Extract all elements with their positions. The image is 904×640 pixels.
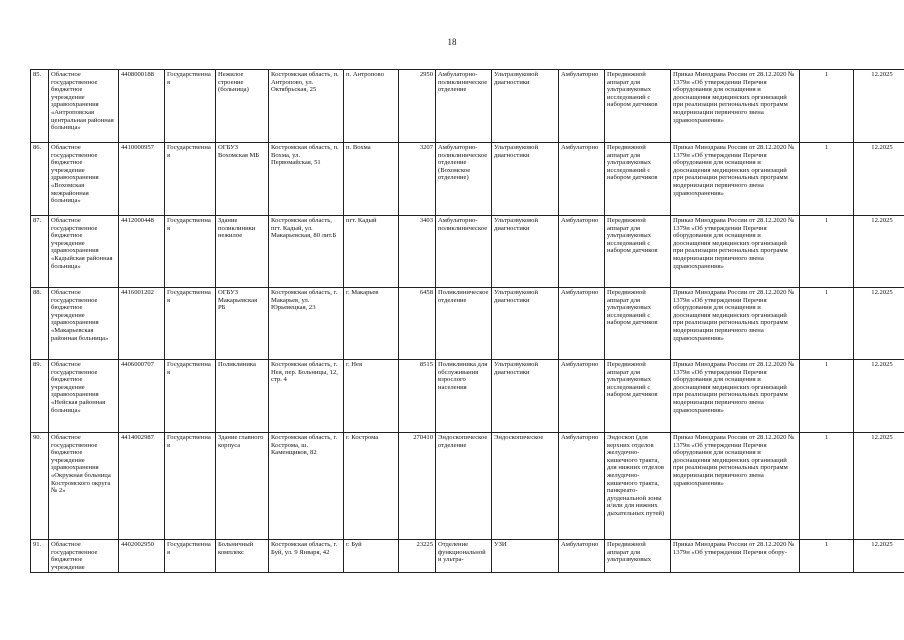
cell-dept: Поликлиника для обслуживания взрослого населения (436, 360, 492, 433)
cell-date: 12.2025 (854, 70, 904, 143)
table-row (31, 540, 904, 573)
table-row (31, 288, 904, 360)
cell-qty: 1 (800, 288, 854, 360)
cell-building: Больничный комплекс (216, 540, 269, 573)
cell-equip: Передвижной аппарат для ультразвуковых исследований с набором датчиков (605, 288, 671, 360)
cell-date: 12.2025 (854, 433, 904, 540)
cell-building: ОГБУЗ Макарьевская РБ (216, 288, 269, 360)
cell-address: Костромская область, п. Вохма, ул. Первомайская, 51 (269, 143, 344, 216)
cell-building: Здание поликлиники нежилое (216, 216, 269, 288)
cell-building: Нежилое строение (больница) (216, 70, 269, 143)
cell-locality: п. Вохма (344, 143, 399, 216)
cell-address: Костромская область, п. Антропово, ул. Октябрьская, 25 (269, 70, 344, 143)
cell-dept: Поликлиническое отделение (436, 288, 492, 360)
cell-org: Областное государственное бюджетное учреждение здравоохранения «Макарьевская районная больница» (49, 288, 119, 360)
cell-form: Государственная (165, 540, 216, 573)
cell-cond: Амбулаторно (559, 143, 605, 216)
cell-dept: Амбулаторно-поликлиническое отделение (436, 70, 492, 143)
cell-n: 88. (31, 288, 49, 360)
cell-profile: Ультразвуковой диагностики (492, 216, 559, 288)
cell-cond: Амбулаторно (559, 70, 605, 143)
cell-profile: УЗИ (492, 540, 559, 573)
cell-qty: 1 (800, 143, 854, 216)
cell-address: Костромская область, г. Буй, ул. 9 Января, 42 (269, 540, 344, 573)
cell-address: Костромская область, пгт. Кадый, ул. Макарьевская, 80 лит.Б (269, 216, 344, 288)
cell-building: Здание главного корпуса (216, 433, 269, 540)
cell-org: Областное государственное бюджетное учреждение здравоохранения «Нейская районная больница» (49, 360, 119, 433)
cell-date: 12.2025 (854, 216, 904, 288)
cell-locality: г. Буй (344, 540, 399, 573)
cell-address: Костромская область, г. Нея, пер. Больницы, 12, стр. 4 (269, 360, 344, 433)
cell-equip: Передвижной аппарат для ультразвуковых (605, 540, 671, 573)
cell-qty: 1 (800, 540, 854, 573)
cell-address: Костромская область, г. Макарьев, ул. Юрьевецкая, 23 (269, 288, 344, 360)
cell-org: Областное государственное бюджетное учреждение (49, 540, 119, 573)
cell-code: 4410000957 (119, 143, 165, 216)
table-row (31, 143, 904, 216)
cell-profile: Эндоскопическое (492, 433, 559, 540)
cell-qty: 1 (800, 360, 854, 433)
cell-locality: п. Антропово (344, 70, 399, 143)
cell-code: 4402002950 (119, 540, 165, 573)
cell-locality: г. Макарьев (344, 288, 399, 360)
cell-pop: 6458 (399, 288, 436, 360)
cell-cond: Амбулаторно (559, 360, 605, 433)
cell-form: Государственная (165, 143, 216, 216)
cell-n: 91. (31, 540, 49, 573)
cell-dept: Отделение функциональной и ультра- (436, 540, 492, 573)
cell-qty: 1 (800, 70, 854, 143)
cell-cond: Амбулаторно (559, 216, 605, 288)
cell-basis: Приказ Минздрава России от 28.12.2020 № 1379н «Об утверждении Перечня оборудования для оснащения и дооснащения медицинских организаций при реализации региональных программ модернизации первичного звена здравоохранения» (671, 70, 800, 143)
cell-equip: Эндоскоп (для верхних отделов желудочно-кишечного тракта, для нижних отделов желудочно-кишечного тракта, панкреато-дуоденальной зоны и/или для нижних дыхательных путей) (605, 433, 671, 540)
cell-cond: Амбулаторно (559, 433, 605, 540)
table-row (31, 360, 904, 433)
cell-form: Государственная (165, 433, 216, 540)
cell-date: 12.2025 (854, 143, 904, 216)
cell-form: Государственная (165, 288, 216, 360)
cell-code: 4412000448 (119, 216, 165, 288)
cell-basis: Приказ Минздрава России от 28.12.2020 № 1379н «Об утверждении Перечня оборудования для оснащения и дооснащения медицинских организаций при реализации региональных программ модернизации первичного звена здравоохранения» (671, 143, 800, 216)
cell-n: 90. (31, 433, 49, 540)
cell-locality: г. Кострома (344, 433, 399, 540)
cell-n: 85. (31, 70, 49, 143)
cell-pop: 3207 (399, 143, 436, 216)
cell-org: Областное государственное бюджетное учреждение здравоохранения «Окружная больница Костромского округа № 2» (49, 433, 119, 540)
cell-date: 12.2025 (854, 288, 904, 360)
cell-date: 12.2025 (854, 540, 904, 573)
cell-profile: Ультразвуковой диагностики (492, 360, 559, 433)
cell-form: Государственная (165, 216, 216, 288)
cell-dept: Амбулаторно-поликлиническое отделение (Вохомское отделение) (436, 143, 492, 216)
cell-pop: 23225 (399, 540, 436, 573)
cell-pop: 270410 (399, 433, 436, 540)
cell-dept: Амбулаторно-поликлиническое (436, 216, 492, 288)
cell-cond: Амбулаторно (559, 288, 605, 360)
cell-org: Областное государственное бюджетное учреждение здравоохранения «Вохомская межрайонная больница» (49, 143, 119, 216)
cell-dept: Эндоскопическое отделение (436, 433, 492, 540)
cell-code: 4416001202 (119, 288, 165, 360)
cell-code: 4414002987 (119, 433, 165, 540)
cell-profile: Ультразвуковой диагностики (492, 288, 559, 360)
page-number: 18 (447, 37, 457, 47)
cell-form: Государственная (165, 70, 216, 143)
cell-cond: Амбулаторно (559, 540, 605, 573)
cell-org: Областное государственное бюджетное учреждение здравоохранения «Антроповская центральная районная больница» (49, 70, 119, 143)
cell-date: 12.2025 (854, 360, 904, 433)
cell-basis: Приказ Минздрава России от 28.12.2020 № 1379н «Об утверждении Перечня оборудования для оснащения и дооснащения медицинских организаций при реализации региональных программ модернизации первичного звена здравоохранения» (671, 360, 800, 433)
cell-pop: 8515 (399, 360, 436, 433)
cell-equip: Передвижной аппарат для ультразвуковых исследований с набором датчиков (605, 70, 671, 143)
cell-form: Государственная (165, 360, 216, 433)
cell-code: 4408000188 (119, 70, 165, 143)
cell-profile: Ультразвуковой диагностики (492, 143, 559, 216)
cell-locality: г. Нея (344, 360, 399, 433)
cell-basis: Приказ Минздрава России от 28.12.2020 № 1379н «Об утверждении Перечня обору- (671, 540, 800, 573)
cell-profile: Ультразвуковой диагностики (492, 70, 559, 143)
cell-equip: Передвижной аппарат для ультразвуковых исследований с набором датчиков (605, 216, 671, 288)
table-row (31, 216, 904, 288)
cell-code: 4406000707 (119, 360, 165, 433)
cell-building: ОГБУЗ Вохомская МБ (216, 143, 269, 216)
cell-basis: Приказ Минздрава России от 28.12.2020 № 1379н «Об утверждении Перечня оборудования для оснащения и дооснащения медицинских организаций при реализации региональных программ модернизации первичного звена здравоохранения» (671, 433, 800, 540)
cell-pop: 3403 (399, 216, 436, 288)
cell-qty: 1 (800, 216, 854, 288)
cell-address: Костромская область, г. Кострома, ш. Каменщиков, 82 (269, 433, 344, 540)
table-row (31, 70, 904, 143)
cell-n: 89. (31, 360, 49, 433)
cell-equip: Передвижной аппарат для ультразвуковых исследований с набором датчиков (605, 360, 671, 433)
cell-equip: Передвижной аппарат для ультразвуковых исследований с набором датчиков (605, 143, 671, 216)
table-row (31, 433, 904, 540)
cell-org: Областное государственное бюджетное учреждение здравоохранения «Кадыйская районная больница» (49, 216, 119, 288)
equipment-register-table (30, 69, 904, 573)
cell-qty: 1 (800, 433, 854, 540)
cell-basis: Приказ Минздрава России от 28.12.2020 № 1379н «Об утверждении Перечня оборудования для оснащения и дооснащения медицинских организаций при реализации региональных программ модернизации первичного звена здравоохранения» (671, 288, 800, 360)
cell-n: 87. (31, 216, 49, 288)
cell-n: 86. (31, 143, 49, 216)
cell-building: Поликлиника (216, 360, 269, 433)
cell-pop: 2950 (399, 70, 436, 143)
cell-locality: пгт. Кадый (344, 216, 399, 288)
cell-basis: Приказ Минздрава России от 28.12.2020 № 1379н «Об утверждении Перечня оборудования для оснащения и дооснащения медицинских организаций при реализации региональных программ модернизации первичного звена здравоохранения» (671, 216, 800, 288)
